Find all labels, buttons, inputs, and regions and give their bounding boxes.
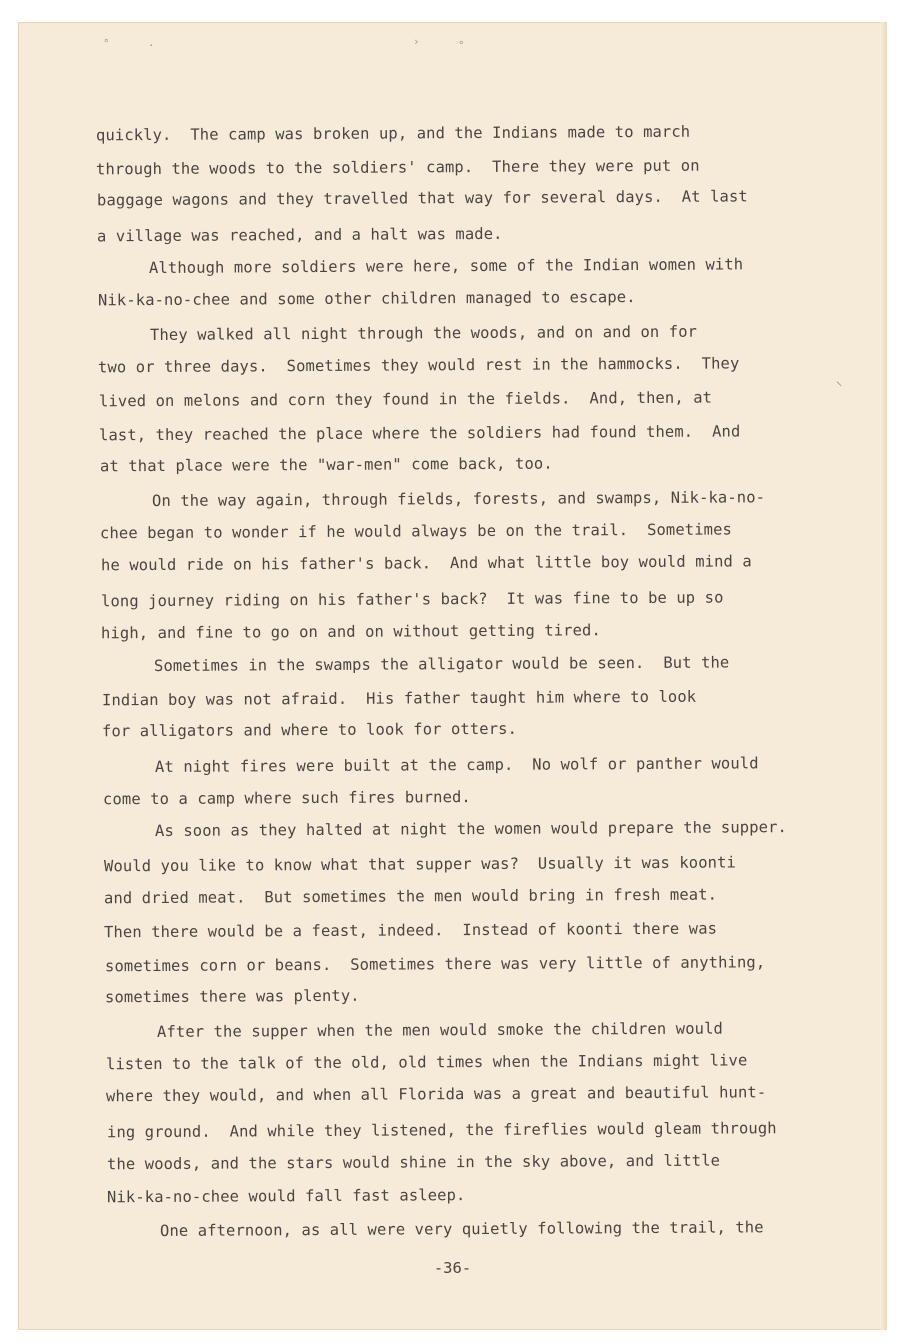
text-line: Would you like to know what that supper was? Usually it was koonti — [103, 853, 736, 876]
text-line: where they would, and when all Florida was a great and beautiful hunt- — [106, 1083, 767, 1106]
text-line: a village was reached, and a halt was made. — [96, 224, 503, 245]
text-line: After the supper when the men would smoke the children would — [157, 1019, 724, 1042]
text-line: at that place were the "war-men" come back, too. — [99, 454, 553, 476]
paper-sheet — [18, 22, 887, 1330]
text-line: Although more soldiers were here, some of the Indian women with — [149, 255, 744, 277]
page-number: -36- — [433, 1259, 472, 1277]
text-line: come to a camp where such fires burned. — [102, 787, 471, 809]
paper-edge — [881, 22, 887, 1330]
text-line: he would ride on his father's back. And what little boy would mind a — [100, 552, 752, 575]
text-line: sometimes there was plenty. — [105, 986, 360, 1007]
text-line: At night fires were built at the camp. No wolf or panther would — [154, 753, 759, 776]
text-line: and dried meat. But sometimes the men would bring in fresh meat. — [103, 885, 718, 908]
text-line: Indian boy was not afraid. His father taught him where to look — [101, 687, 697, 710]
top-punch-marks: ° · › ° — [103, 35, 465, 52]
text-line: ing ground. And while they listened, the fireflies would gleam through — [106, 1118, 777, 1141]
text-line: last, they reached the place where the soldiers had found them. And — [99, 422, 741, 444]
text-line: baggage wagons and they travelled that way for several days. At last — [96, 187, 748, 210]
text-line: They walked all night through the woods, and on and on for — [150, 322, 698, 345]
text-line: On the way again, through fields, forests, and swamps, Nik-ka-no- — [151, 488, 765, 511]
text-line: the woods, and the stars would shine in the sky above, and little — [106, 1151, 720, 1174]
typewritten-text — [96, 117, 856, 1245]
text-line: high, and fine to go on and on without getting tired. — [101, 621, 602, 643]
text-line: As soon as they halted at night the women would prepare the supper. — [155, 818, 788, 840]
text-line: lived on melons and corn they found in the fields. And, then, at — [98, 388, 712, 410]
text-line: sometimes corn or beans. Sometimes there was very little of anything, — [104, 952, 766, 975]
text-line: two or three days. Sometimes they would rest in the hammocks. They — [98, 354, 740, 377]
text-line: One afternoon, as all were very quietly following the trail, the — [159, 1218, 764, 1241]
text-line: long journey riding on his father's back? It was fine to be up so — [100, 588, 724, 610]
margin-pencil-mark: ⸌ — [836, 379, 843, 393]
text-line: Nik-ka-no-chee and some other children managed to escape. — [97, 287, 636, 310]
text-line: quickly. The camp was broken up, and the Indians made to march — [95, 122, 691, 145]
text-line: chee began to wonder if he would always be on the trail. Sometimes — [100, 520, 733, 543]
text-line: Nik-ka-no-chee would fall fast asleep. — [107, 1186, 466, 1207]
text-line: Then there would be a feast, indeed. Instead of koonti there was — [104, 919, 718, 941]
text-line: Sometimes in the swamps the alligator would be seen. But the — [153, 653, 729, 675]
text-line: listen to the talk of the old, old times when the Indians might live — [105, 1051, 748, 1074]
text-line: for alligators and where to look for otters. — [102, 720, 518, 741]
text-line: through the woods to the soldiers' camp. There they were put on — [96, 156, 701, 179]
